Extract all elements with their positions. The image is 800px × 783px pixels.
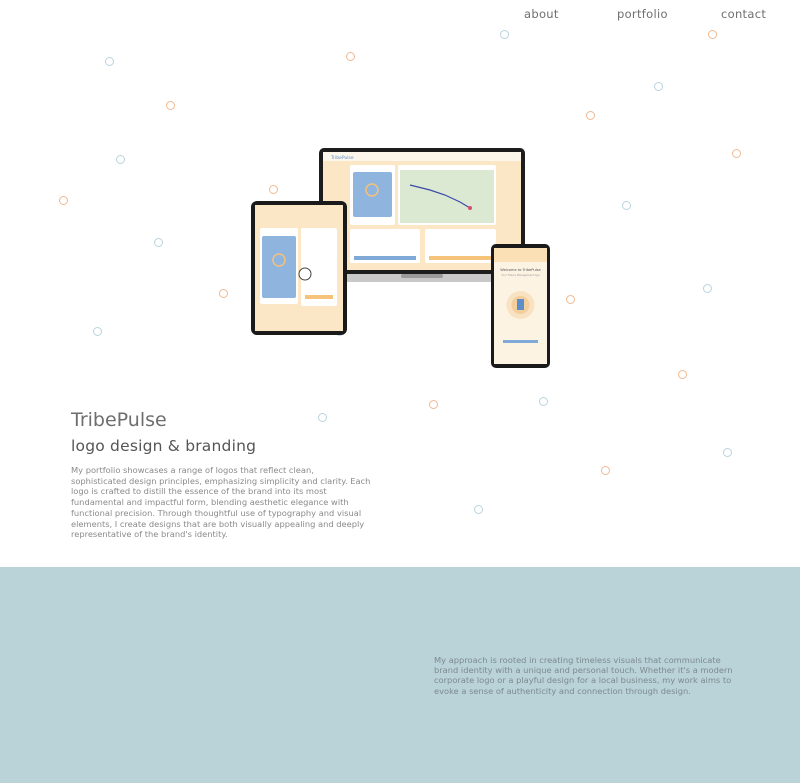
hero-description: My portfolio showcases a range of logos that reflect clean, sophisticated design principles, emphasizing simplicity and clarity. Each logo is crafted to distill the essence of the brand into its most fundamental and impactful form, blending aesthetic elegance with functional precision. Through thoughtful use of typography and visual elements, I create designs that are both visually appealing and deeply representative of the brand's identity.	[71, 465, 371, 540]
deco-circle	[59, 196, 68, 205]
device-mockup-image	[245, 140, 555, 370]
deco-circle	[566, 295, 575, 304]
deco-circle	[318, 413, 327, 422]
deco-circle	[166, 101, 175, 110]
top-nav	[524, 7, 767, 23]
deco-circle	[678, 370, 687, 379]
deco-circle	[105, 57, 114, 66]
nav-about[interactable]: about	[524, 7, 559, 21]
nav-contact[interactable]: contact	[721, 7, 767, 21]
approach-section	[0, 567, 800, 783]
deco-circle	[708, 30, 717, 39]
deco-circle	[586, 111, 595, 120]
device-mockup	[245, 140, 555, 370]
deco-circle	[500, 30, 509, 39]
deco-circle	[601, 466, 610, 475]
deco-circle	[474, 505, 483, 514]
deco-circle	[654, 82, 663, 91]
deco-circle	[219, 289, 228, 298]
approach-text: My approach is rooted in creating timeless visuals that communicate brand identity with a unique and personal touch. Whether it's a modern corporate logo or a playful design for a local business, my work aims to evoke a sense of authenticity and connection through design.	[434, 655, 733, 696]
deco-circle	[723, 448, 732, 457]
deco-circle	[93, 327, 102, 336]
page-subtitle: logo design & branding	[71, 437, 257, 455]
page-title: TribePulse	[71, 409, 167, 431]
deco-circle	[622, 201, 631, 210]
deco-circle	[539, 397, 548, 406]
deco-circle	[732, 149, 741, 158]
deco-circle	[346, 52, 355, 61]
laptop-brand: TribePulse	[331, 156, 354, 161]
phone-welcome: Welcome to TribePulse	[500, 268, 541, 272]
phone-tagline: Your Tribe's Management App	[501, 274, 540, 277]
nav-portfolio[interactable]: portfolio	[617, 7, 668, 21]
deco-circle	[429, 400, 438, 409]
deco-circle	[703, 284, 712, 293]
deco-circle	[116, 155, 125, 164]
deco-circle	[154, 238, 163, 247]
